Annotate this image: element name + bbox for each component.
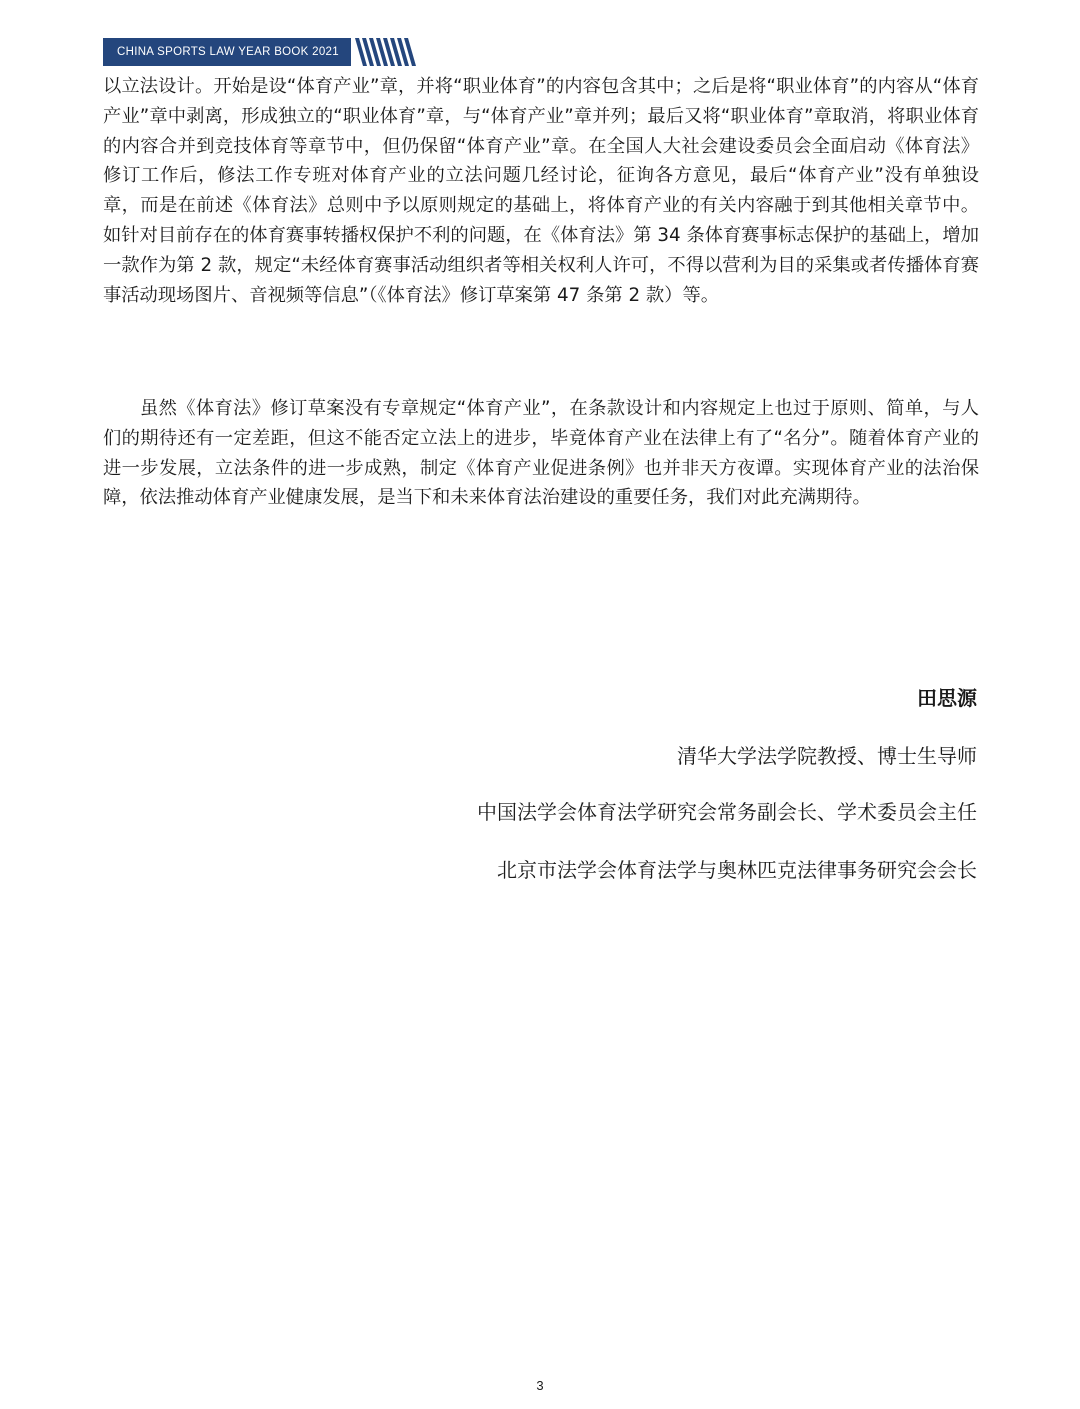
header-bar bbox=[103, 38, 351, 66]
author-title-3: 北京市法学会体育法学与奥林匹克法律事务研究会会长 bbox=[497, 858, 977, 882]
header-banner bbox=[103, 38, 413, 66]
body-paragraph-1: 以立法设计。开始是设“体育产业”章，并将“职业体育”的内容包含其中；之后是将“职业体育”的内容从“体育产业”章中剥离，形成独立的“职业体育”章，与“体育产业”章并列；最后又将“职业体育”章取消，将职业体育的内容合并到竞技体育等章节中，但仍保留“体育产业”章。在全国人大社会建设委员会全面启动《体育法》修订工作后，修法工作专班对体育产业的立法问题几经讨论，征询各方意见，最后“体育产业”没有单独设章，而是在前述《体育法》总则中予以原则规定的基础上，将体育产业的有关内容融于到其他相关章节中。如针对目前存在的体育赛事转播权保护不利的问题，在《体育法》第 34 条体育赛事标志保护的基础上，增加一款作为第 2 款，规定“未经体育赛事活动组织者等相关权利人许可，不得以营利为目的采集或者传播体育赛事活动现场图片、音视频等信息”（《体育法》修订草案第 47 条第 2 款）等。 bbox=[103, 76, 979, 306]
author-title-2: 中国法学会体育法学研究会常务副会长、学术委员会主任 bbox=[477, 800, 977, 824]
header-title: CHINA SPORTS LAW YEAR BOOK 2021 bbox=[117, 46, 339, 58]
body-paragraph-2: 虽然《体育法》修订草案没有专章规定“体育产业”，在条款设计和内容规定上也过于原则、简单，与人们的期待还有一定差距，但这不能否定立法上的进步，毕竟体育产业在法律上有了“名分”。随着体育产业的进一步发展，立法条件的进一步成熟，制定《体育产业促进条例》也并非天方夜谭。实现体育产业的法治保障，依法推动体育产业健康发展，是当下和未来体育法治建设的重要任务，我们对此充满期待。 bbox=[103, 398, 979, 509]
author-name: 田思源 bbox=[917, 686, 977, 710]
header-stripes-decoration bbox=[355, 38, 417, 66]
page-number: 3 bbox=[536, 1378, 544, 1393]
author-title-1: 清华大学法学院教授、博士生导师 bbox=[677, 744, 977, 768]
